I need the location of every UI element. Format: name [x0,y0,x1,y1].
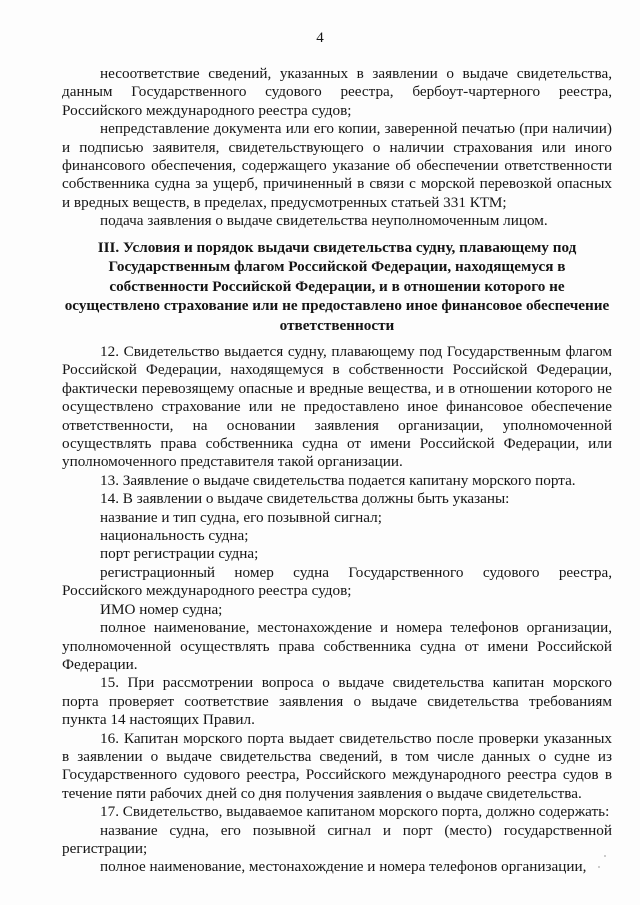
paragraph: несоответствие сведений, указанных в заявлении о выдаче свидетельства, данным Государственного судового реестра, бербоут-чартерного реестра, Российского международного реестра судов; [62,65,612,119]
list-item: ИМО номер судна; [100,600,223,618]
list-item: название и тип судна, его позывной сигнал; [100,508,382,526]
list-item: полное наименование, местонахождение и номера телефонов организации, уполномоченной осуществлять права собственника судна от имени Российской Федерации. [62,619,612,673]
list-item: регистрационный номер судна Государственного судового реестра, Российского международного реестра судов; [62,563,612,600]
paragraph: непредставление документа или его копии, заверенной печатью (при наличии) и подписью заявителя, свидетельствующего о наличии страхования или иного финансового обеспечения, содержащего указание об обеспечении ответственности собственника судна за ущерб, причиненный в связи с морской перевозкой опасных и вредных веществ, в пределах, предусмотренных статьей 331 КТМ; [62,120,612,211]
paragraph: 16. Капитан морского порта выдает свидетельство после проверки указанных в заявлении о выдаче свидетельства сведений, в том числе данных о судне из Государственного судового реестра, Российского международного реестра судов в течение пяти рабочих дней со дня получения заявления о выдаче свидетельства. [62,729,612,802]
scan-speck [604,855,606,857]
section-heading: III. Условия и порядок выдачи свидетельства судну, плавающему под Государственным флагом Российской Федерации, находящемуся в собственности Российской Федерации, и в отношении которого не осуществлено страхование или не предоставлено иное финансовое обеспечение ответственности [64,239,610,334]
list-item: национальность судна; [100,527,249,545]
list-item: порт регистрации судна; [100,545,259,563]
list-item: название судна, его позывной сигнал и порт (место) государственной регистрации; [62,821,612,857]
paragraph: 14. В заявлении о выдаче свидетельства должны быть указаны: [100,490,510,508]
list-item: полное наименование, местонахождение и номера телефонов организации, [100,858,587,876]
paragraph: 12. Свидетельство выдается судну, плавающему под Государственным флагом Российской Федерации, находящемуся в собственности Российской Федерации, фактически перевозящему опасные и вредные вещества, и в отношении которого не осуществлено страхование или не предоставлено иное финансовое обеспечение ответственности, на основании заявления организации, уполномоченной осуществлять права собственника судна от имени Российской Федерации, или уполномоченного представителя такой организации. [62,343,612,471]
paragraph: 13. Заявление о выдаче свидетельства подается капитану морского порта. [100,471,576,489]
scan-speck [598,866,600,868]
paragraph: 15. При рассмотрении вопроса о выдаче свидетельства капитан морского порта проверяет соответствие заявления о выдаче свидетельства требованиям пункта 14 настоящих Правил. [62,674,612,729]
text-block-main [62,343,612,877]
paragraph: 17. Свидетельство, выдаваемое капитаном морского порта, должно содержать: [100,803,610,821]
paragraph: подача заявления о выдаче свидетельства неуполномоченным лицом. [100,212,548,230]
page-number: 4 [316,30,324,46]
text-block-top [62,65,612,231]
